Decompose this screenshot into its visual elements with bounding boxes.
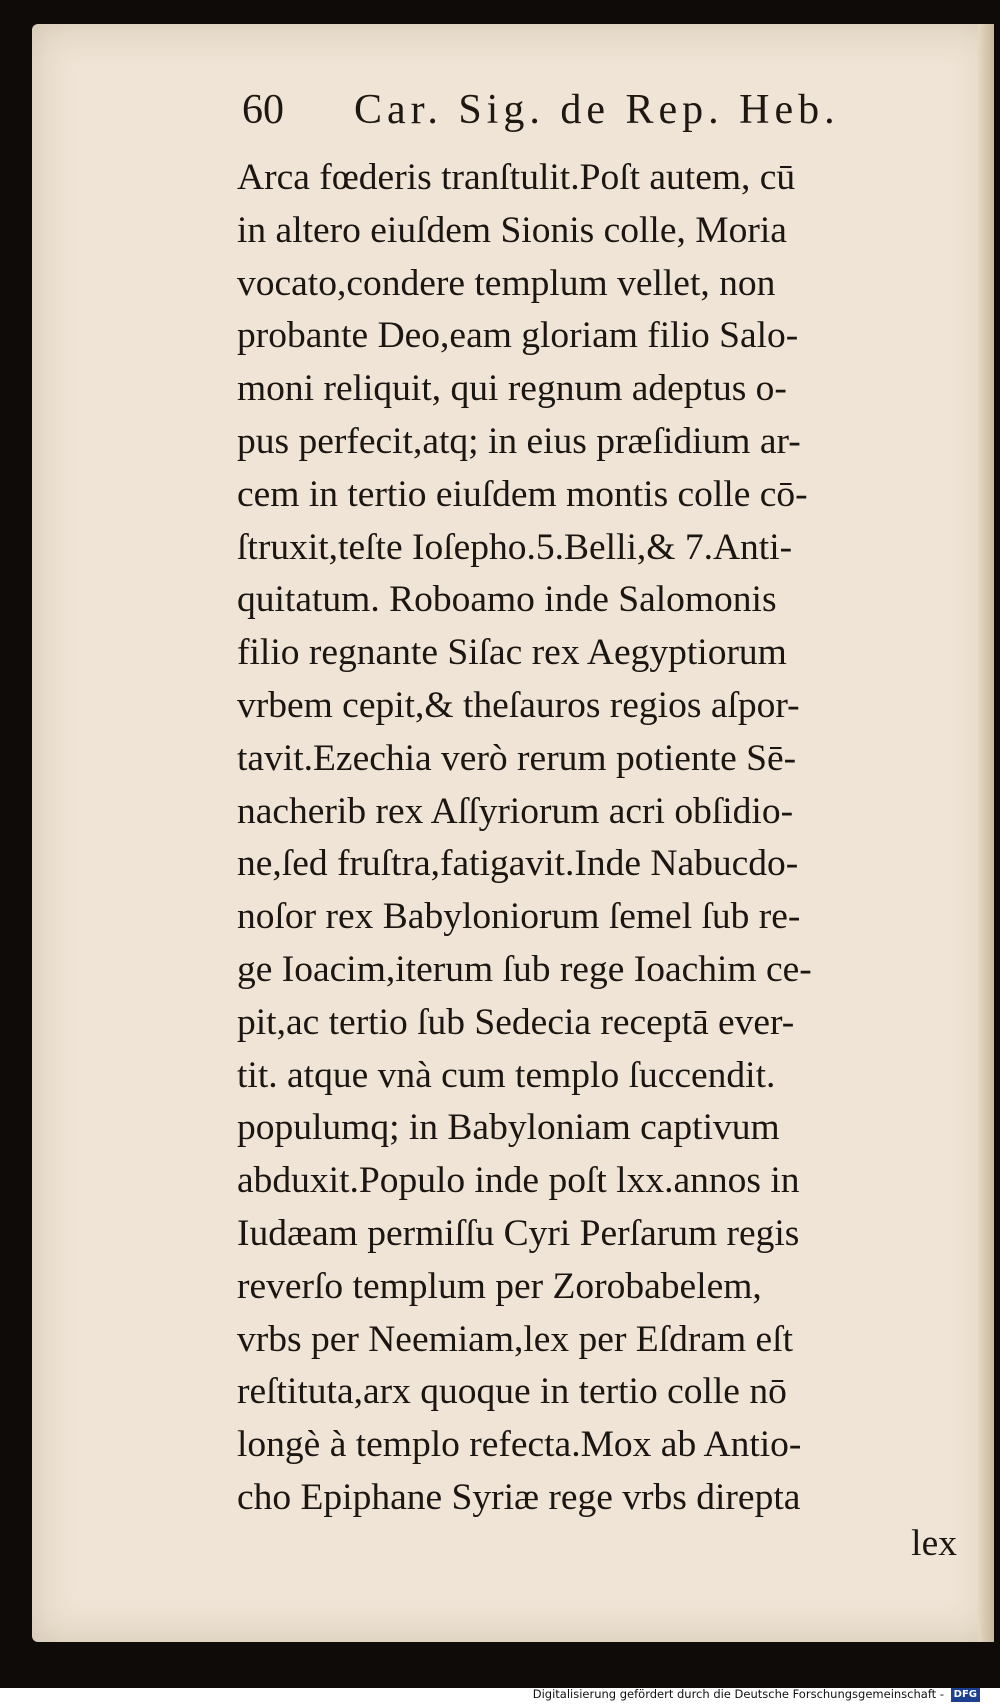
text-line: nacherib rex Aſſyriorum acri obſidio- xyxy=(237,790,794,832)
running-title: Car. Sig. de Rep. Heb. xyxy=(354,87,840,133)
text-line: ne,ſed fruſtra,fatigavit.Inde Nabucdo- xyxy=(237,843,799,885)
dfg-logo: DFG xyxy=(951,1688,980,1702)
text-line: pus perfecit,atq; in eius præſidium ar- xyxy=(237,420,801,462)
text-line: reſtituta,arx quoque in tertio colle nō xyxy=(237,1371,787,1413)
text-line: populumq; in Babyloniam captivum xyxy=(237,1107,780,1149)
text-line: vocato,condere templum vellet, non xyxy=(237,262,776,304)
text-line: Iudæam permiſſu Cyri Perſarum regis xyxy=(237,1212,800,1254)
text-line: longè à templo refecta.Mox ab Antio- xyxy=(237,1424,802,1466)
page-edge xyxy=(978,24,994,1642)
text-line: ſtruxit,teſte Ioſepho.5.Belli,& 7.Anti- xyxy=(237,526,793,568)
digitization-credit xyxy=(533,1686,980,1702)
text-line: abduxit.Populo inde poſt lxx.annos in xyxy=(237,1160,800,1202)
text-line: vrbem cepit,& theſauros regios aſpor- xyxy=(237,684,800,726)
text-line: cho Epiphane Syriæ rege vrbs direpta xyxy=(237,1476,801,1518)
text-line: tavit.Ezechia verò rerum potiente Sē- xyxy=(237,737,797,779)
text-line: moni reliquit, qui regnum adeptus o- xyxy=(237,368,787,410)
text-line: reverſo templum per Zorobabelem, xyxy=(237,1265,762,1307)
text-line: probante Deo,eam gloriam filio Salo- xyxy=(237,315,799,357)
text-line: tit. atque vnà cum templo ſuccendit. xyxy=(237,1054,776,1096)
body-text xyxy=(237,152,957,1564)
text-line: pit,ac tertio ſub Sedecia receptā ever- xyxy=(237,1001,795,1043)
text-line: cem in tertio eiuſdem montis colle cō- xyxy=(237,473,808,515)
text-line: ge Ioacim,iterum ſub rege Ioachim ce- xyxy=(237,948,812,990)
text-line: noſor rex Babyloniorum ſemel ſub re- xyxy=(237,896,801,938)
text-line: Arca fœderis tranſtulit.Poſt autem, cū xyxy=(237,157,796,198)
credit-text: Digitalisierung gefördert durch die Deutsche Forschungsgemeinschaft - xyxy=(532,1687,944,1701)
catchword: lex xyxy=(911,1523,957,1564)
page-number: 60 xyxy=(242,87,284,133)
text-line: filio regnante Siſac rex Aegyptiorum xyxy=(237,632,787,674)
text-line: quitatum. Roboamo inde Salomonis xyxy=(237,579,777,621)
running-header xyxy=(242,86,942,146)
text-line: vrbs per Neemiam,lex per Eſdram eſt xyxy=(237,1318,794,1360)
text-line: in altero eiuſdem Sionis colle, Moria xyxy=(237,209,787,251)
book-page xyxy=(32,24,994,1642)
